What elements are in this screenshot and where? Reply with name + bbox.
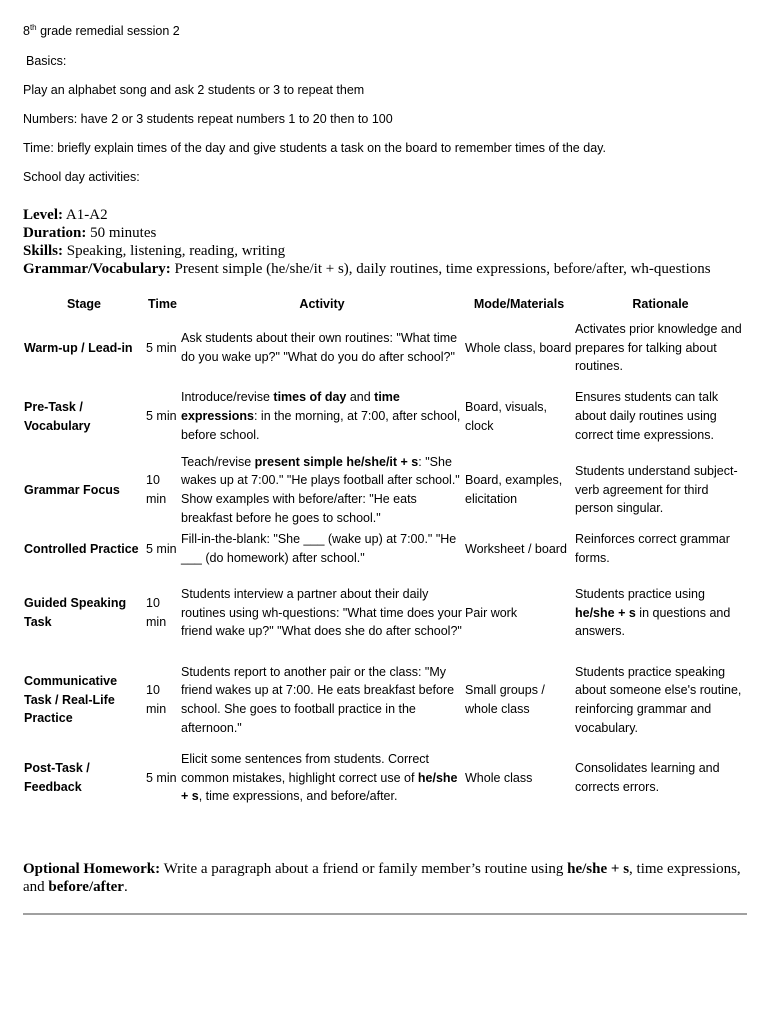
homework-text: .: [123, 879, 128, 895]
activity-text: Introduce/revise: [181, 390, 274, 405]
header-activity: Activity: [299, 297, 345, 311]
level-line: [23, 206, 711, 224]
rationale-text: Students practice speaking about someone else's routine, reinforcing grammar and vocabulary.: [575, 664, 742, 735]
table-row: [23, 657, 747, 743]
grammar-label: Grammar/Vocabulary:: [23, 261, 171, 277]
table-row: [23, 743, 747, 813]
activity-text: Teach/revise: [181, 454, 255, 469]
cell-activity: [180, 657, 464, 743]
homework-text: , time expressions, and: [23, 861, 741, 895]
header-stage: Stage: [66, 297, 102, 311]
table-header-row: [23, 294, 747, 314]
activity-text: Ask students about their own routines: "What time do you wake up?" "What do you do after school?": [181, 331, 458, 364]
header-time: Time: [148, 297, 177, 311]
duration-label: Duration:: [23, 225, 87, 241]
homework-bold-grammar: he/she + s: [567, 861, 630, 877]
rationale-text: Students understand subject-verb agreement for third person singular.: [575, 463, 738, 516]
cell-time: 10 min: [146, 596, 167, 629]
activity-text: , time expressions, and before/after.: [198, 789, 398, 804]
horizontal-divider: [23, 913, 747, 915]
duration-line: [23, 224, 711, 242]
rationale-text: Activates prior knowledge and prepares for talking about routines.: [575, 321, 742, 374]
table-row: [23, 569, 747, 657]
cell-rationale: [574, 451, 747, 529]
cell-stage: Post-Task / Feedback: [24, 761, 90, 794]
header-mode-materials: Mode/Materials: [473, 297, 565, 311]
homework-label: Optional Homework:: [23, 861, 161, 877]
homework-text: Write a paragraph about a friend or family member’s routine using: [160, 861, 568, 877]
activity-text: and: [346, 390, 375, 405]
cell-mode-materials: Whole class: [465, 770, 533, 785]
cell-stage: Guided Speaking Task: [24, 596, 127, 629]
cell-time: 10 min: [146, 473, 167, 506]
activity-text: : in the morning, at 7:00, after school, before school.: [181, 409, 461, 442]
cell-mode-materials: Worksheet / board: [465, 541, 567, 556]
activity-bold-text: times of day: [273, 390, 347, 405]
cell-mode-materials: Small groups / whole class: [465, 683, 545, 716]
cell-time: 5 min: [146, 340, 177, 355]
cell-mode-materials: Board, visuals, clock: [465, 399, 547, 433]
level-label: Level:: [23, 207, 63, 223]
activity-text: Fill-in-the-blank: "She ___ (wake up) at 7:00." "He ___ (do homework) after school.": [181, 532, 457, 565]
rationale-text: Students practice using: [575, 586, 705, 601]
title-text: grade remedial session 2: [36, 24, 180, 38]
cell-mode-materials: Whole class, board: [465, 340, 572, 355]
cell-activity: [180, 314, 464, 382]
table-row: [23, 451, 747, 529]
cell-stage: Pre-Task / Vocabulary: [24, 399, 91, 433]
cell-mode-materials: Board, examples, elicitation: [465, 473, 563, 506]
cell-activity: [180, 569, 464, 657]
cell-stage: Controlled Practice: [24, 541, 139, 556]
cell-stage: Grammar Focus: [24, 482, 120, 497]
activity-bold-text: he/she + s: [181, 770, 458, 804]
homework-bold-before-after: before/after: [48, 879, 124, 895]
cell-rationale: [574, 743, 747, 813]
table-body: [23, 314, 747, 813]
rationale-text: Reinforces correct grammar forms.: [575, 532, 730, 565]
time-line: Time: briefly explain times of the day and give students a task on the board to remember times of the day.: [23, 141, 606, 155]
skills-value: Speaking, listening, reading, writing: [63, 243, 286, 259]
cell-rationale: [574, 382, 747, 451]
table-row: [23, 382, 747, 451]
session-title: [23, 24, 180, 38]
cell-mode-materials: Pair work: [465, 605, 518, 620]
skills-label: Skills:: [23, 243, 64, 259]
activity-text: : "She wakes up at 7:00." "He plays football after school." Show examples with before/after: "He eats breakfast before he goes to school.": [181, 454, 460, 525]
cell-rationale: [574, 529, 747, 569]
cell-rationale: [574, 569, 747, 657]
cell-rationale: [574, 314, 747, 382]
alphabet-line: Play an alphabet song and ask 2 students or 3 to repeat them: [23, 83, 365, 97]
skills-line: [23, 242, 711, 260]
duration-value: 50 minutes: [86, 225, 157, 241]
table-row: [23, 314, 747, 382]
grammar-line: [23, 260, 711, 278]
cell-stage: Warm-up / Lead-in: [24, 340, 133, 355]
cell-time: 5 min: [146, 409, 177, 424]
level-value: A1-A2: [62, 207, 108, 223]
cell-stage: Communicative Task / Real-Life Practice: [24, 673, 118, 726]
activity-bold-text: time expressions: [181, 390, 400, 424]
lesson-plan-table: [23, 294, 747, 813]
school-day-line: School day activities:: [23, 170, 140, 184]
cell-activity: [180, 451, 464, 529]
cell-activity: [180, 743, 464, 813]
cell-rationale: [574, 657, 747, 743]
title-grade-suffix: th: [29, 22, 37, 32]
activity-text: Elicit some sentences from students. Correct common mistakes, highlight correct use of: [181, 751, 430, 785]
optional-homework: [23, 860, 747, 896]
cell-activity: [180, 382, 464, 451]
rationale-bold-text: he/she + s: [575, 605, 636, 620]
rationale-text: Ensures students can talk about daily routines using correct time expressions.: [575, 390, 719, 442]
cell-time: 5 min: [146, 770, 177, 785]
rationale-text: in questions and answers.: [575, 605, 731, 639]
cell-activity: [180, 529, 464, 569]
lesson-meta: [23, 206, 711, 278]
grammar-value: Present simple (he/she/it + s), daily routines, time expressions, before/after, wh-questions: [170, 261, 711, 277]
basics-heading: Basics:: [26, 54, 67, 68]
table-row: [23, 529, 747, 569]
activity-text: Students interview a partner about their daily routines using wh-questions: "What time does your friend wake up?" "What does she do after school?": [181, 586, 462, 639]
header-rationale: Rationale: [632, 297, 689, 311]
rationale-text: Consolidates learning and corrects errors.: [575, 761, 720, 794]
activity-text: Students report to another pair or the class: "My friend wakes up at 7:00. He eats breakfast before school. She goes to football practice in the afternoon.": [181, 664, 455, 735]
numbers-line: Numbers: have 2 or 3 students repeat numbers 1 to 20 then to 100: [23, 112, 393, 126]
cell-time: 5 min: [146, 541, 177, 556]
activity-bold-text: present simple he/she/it + s: [254, 454, 419, 469]
title-grade-number: 8: [23, 24, 30, 38]
cell-time: 10 min: [146, 683, 167, 716]
